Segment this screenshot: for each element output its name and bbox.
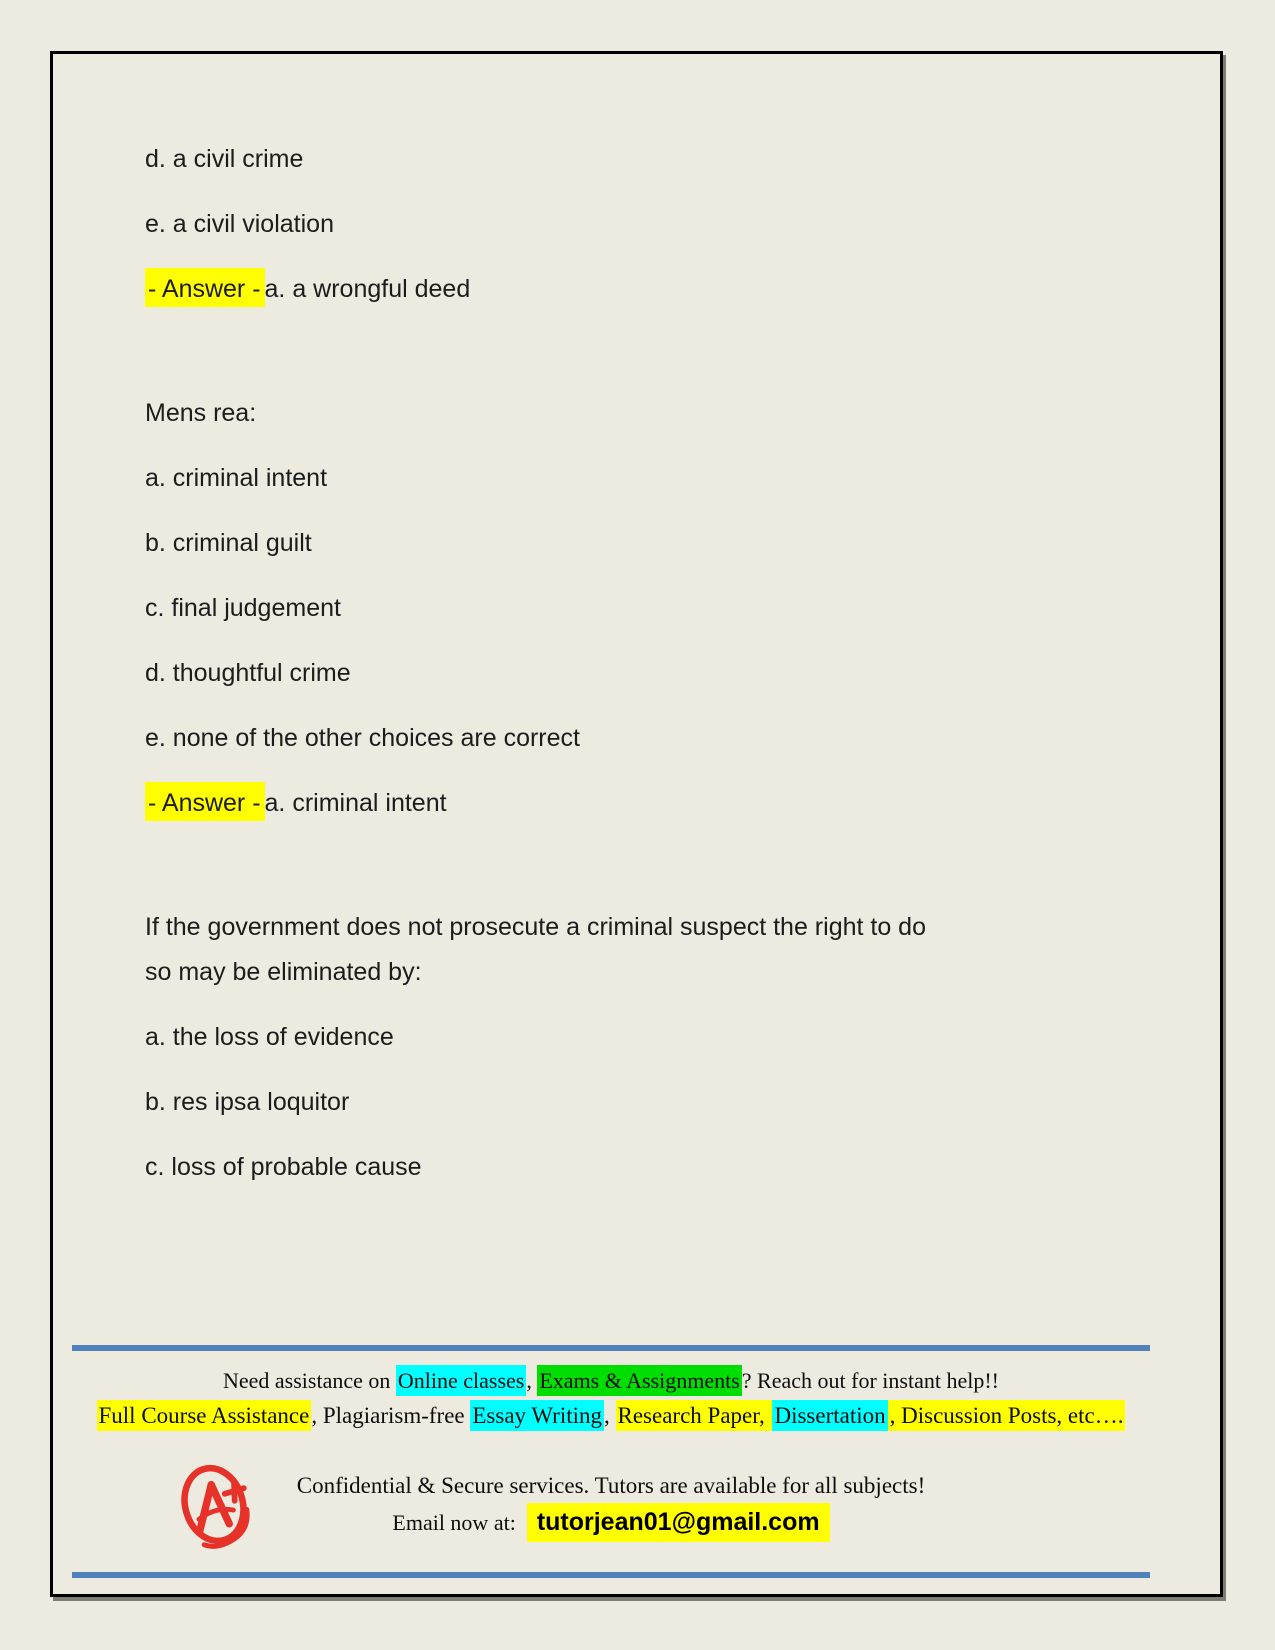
a-plus-icon [173, 1457, 255, 1557]
divider-line-bottom [72, 1572, 1150, 1578]
question-prompt: Mens rea: [145, 399, 257, 427]
highlight-full-course-assistance: Full Course Assistance [97, 1400, 312, 1431]
answer-highlight: - Answer - [145, 268, 265, 307]
option-line: b. criminal guilt [145, 529, 312, 557]
highlight-dissertation: Dissertation [772, 1400, 887, 1431]
answer-line [145, 781, 1165, 826]
a-plus-logo [173, 1457, 255, 1557]
answer-line [145, 267, 1165, 312]
promo-text: , Plagiarism-free [311, 1403, 471, 1428]
option-line: c. loss of probable cause [145, 1153, 422, 1181]
prompt-line: so may be eliminated by: [145, 958, 422, 986]
option-line: d. thoughtful crime [145, 659, 351, 687]
option-line: d. a civil crime [145, 145, 304, 173]
option-line: c. final judgement [145, 594, 341, 622]
promo-line-1 [72, 1366, 1150, 1396]
highlight-exams-assignments: Exams & Assignments [537, 1365, 741, 1396]
promo-line-2 [72, 1401, 1150, 1431]
highlight-discussion-posts: , Discussion Posts, etc…. [888, 1400, 1126, 1431]
document-page [50, 51, 1223, 1597]
answer-highlight: - Answer - [145, 782, 265, 821]
question-block-1 [145, 137, 1165, 312]
question-gap [145, 846, 1165, 905]
answer-text: a. criminal intent [264, 789, 447, 817]
promo-text: , [604, 1403, 616, 1428]
question-gap [145, 332, 1165, 391]
question-prompt [145, 905, 1165, 995]
question-block-2 [145, 391, 1165, 826]
confidential-line: Confidential & Secure services. Tutors are available for all subjects! [296, 1473, 926, 1498]
answer-text: a. a wrongful deed [264, 275, 471, 303]
promo-text: ? Reach out for instant help!! [741, 1368, 999, 1393]
question-content [145, 137, 1165, 1210]
promo-text: Need assistance on [222, 1368, 396, 1393]
promo-text: , [526, 1368, 538, 1393]
option-line: a. criminal intent [145, 464, 328, 492]
option-line: e. none of the other choices are correct [145, 724, 580, 752]
option-line: a. the loss of evidence [145, 1023, 394, 1051]
option-line: b. res ipsa loquitor [145, 1088, 350, 1116]
highlight-essay-writing: Essay Writing [470, 1400, 604, 1431]
email-address: tutorjean01@gmail.com [527, 1503, 830, 1542]
option-line: e. a civil violation [145, 210, 334, 238]
divider-line-top [72, 1345, 1150, 1351]
promo-footer [72, 1345, 1150, 1585]
highlight-research-paper: Research Paper, [616, 1400, 773, 1431]
email-label: Email now at: [392, 1510, 516, 1535]
highlight-online-classes: Online classes [396, 1365, 526, 1396]
question-block-3 [145, 905, 1165, 1190]
prompt-line: If the government does not prosecute a criminal suspect the right to do [145, 913, 926, 941]
